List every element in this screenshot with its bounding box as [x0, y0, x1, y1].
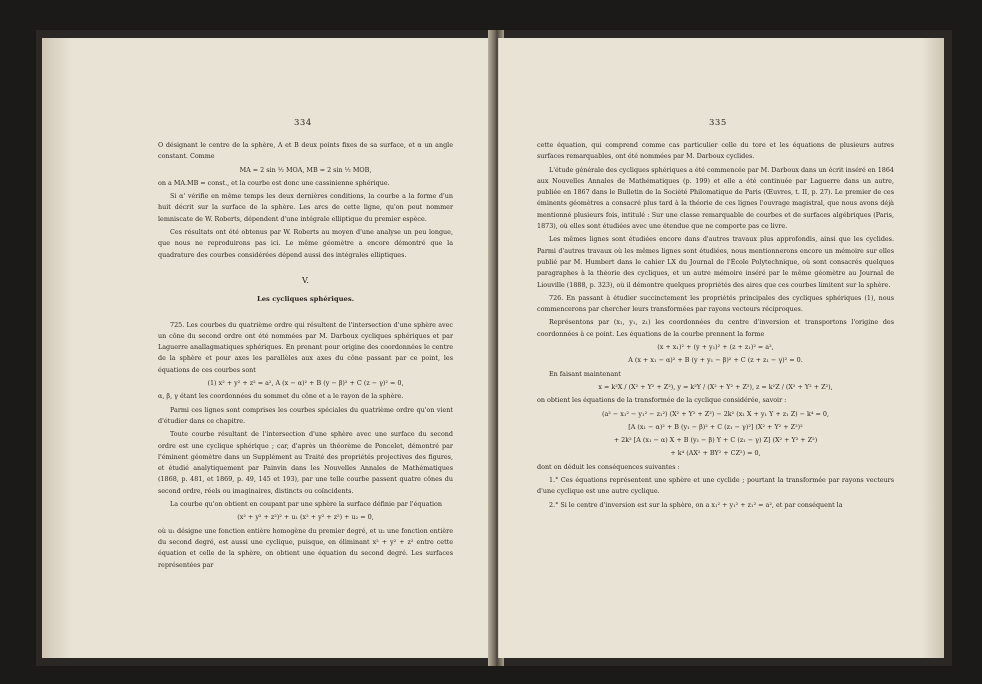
paragraph: Les mêmes lignes sont étudiées encore dans d'autres travaux plus approfondis, ainsi que les cyclides. Parmi d'autres travaux où les mêmes lignes sont étudiées, nous mentionnerons encore un mémoire sur elles publié par M. Humbert dans le cahier LX du Journal de l'École Polytechnique, où sont consacrés quelques paragraphes à la théorie des cycliques, et un autre mémoire inséré par le même géomètre au Journal de Liouville (1888, p. 323), où il démontre quelques propriétés des aires que ces courbes limitent sur la sphère.	[537, 235, 894, 289]
paragraph: cette équation, qui comprend comme cas particulier celle du tore et les équations de plusieurs autres surfaces remarquables, ont été nommées par M. Darboux cyclides.	[537, 141, 894, 161]
paragraph: dont on déduit les conséquences suivantes :	[537, 462, 680, 471]
formula: (1) x² + y² + z² = a², A (x − α)² + B (y − β)² + C (z − γ)² = 0,	[207, 379, 404, 388]
paragraph: 2.° Si le centre d'inversion est sur la sphère, on a x₁² + y₁² + z₁² = a², et par conséquent la	[549, 500, 843, 509]
paragraph: En faisant maintenant	[549, 369, 621, 378]
formula: x = k²X / (X² + Y² + Z²), y = k²Y / (X² + Y² + Z²), z = k²Z / (X² + Y² + Z²),	[598, 382, 833, 391]
formula: [A (x₁ − α)² + B (y₁ − β)² + C (z₁ − γ)²] (X² + Y² + Z²)²	[628, 422, 803, 431]
formula: A (x + x₁ − α)² + B (y + y₁ − β)² + C (z + z₁ − γ)² = 0.	[628, 356, 803, 365]
page-number: 335	[709, 118, 727, 128]
paragraph: Représentons par (x₁, y₁, z₁) les coordonnées du centre d'inversion et transportons l'origine des coordonnées à ce point. Les équations de la courbe prennent la forme	[537, 318, 894, 338]
paragraph: on a MA.MB = const., et la courbe est donc une cassinienne sphérique.	[158, 178, 390, 187]
paragraph: L'étude générale des cycliques sphériques a été commencée par M. Darboux dans un écrit inséré en 1864 aux Nouvelles Annales de Mathématiques (p. 199) et elle a été continuée par Laguerre dans un autre, publiée en 1867 dans le Bulletin de la Société Philomatique de Paris (Œuvres, t. II, p. 27). Le premier de ces éminents géomètres a consacré plus tard à la théorie de ces lignes l'ouvrage magistral, que nous avons déjà mentionné plusieurs fois, intitulé : Sur une classe remarquable de courbes et de surfaces algébriques (Paris, 1873), où elles sont étudiées avec une étendue que ne comporte pas ce livre.	[537, 165, 894, 231]
section-title: Les cycliques sphériques.	[256, 295, 355, 304]
paragraph: 726. En passant à étudier succinctement les propriétés principales des cycliques sphériques (1), nous commencerons par chercher leurs transformées par rayons vecteurs réciproques.	[537, 293, 894, 314]
paragraph: 725. Les courbes du quatrième ordre qui résultent de l'intersection d'une sphère avec un cône du second ordre ont été nommées par M. Darboux cycliques sphériques et par Laguerre anallagmatiques sphériques. En prenant pour origine des coordonnées le centre de la sphère et pour axes les parallèles aux axes du cône passant par ce point, les équations de ces courbes sont	[158, 320, 453, 374]
formula: + k⁴ (AX² + BY² + CZ²) = 0,	[670, 449, 761, 458]
paragraph: Parmi ces lignes sont comprises les courbes spéciales du quatrième ordre qu'on vient d'étudier dans ce chapitre.	[158, 405, 453, 425]
paragraph: La courbe qu'on obtient en coupant par une sphère la surface définie par l'équation	[170, 500, 443, 509]
left-page-text	[158, 140, 453, 571]
formula: + 2k² [A (x₁ − α) X + B (y₁ − β) Y + C (z₁ − γ) Z] (X² + Y² + Z²)	[613, 436, 818, 445]
formula: MA = 2 sin ½ MOA, MB = 2 sin ½ MOB,	[239, 165, 372, 174]
formula: (x² + y² + z²)² + u₁ (x² + y² + z²) + u₂ = 0,	[237, 513, 374, 522]
left-page	[42, 38, 494, 658]
paragraph: α, β, γ étant les coordonnées du sommet du cône et a le rayon de la sphère.	[158, 392, 404, 401]
paragraph: 1.° Ces équations représentent une sphère et une cyclide ; pourtant la transformée par rayons vecteurs d'une cyclique est une autre cyclique.	[537, 476, 894, 496]
book-spread	[36, 30, 952, 666]
right-page-text	[537, 140, 894, 511]
formula: (a² − x₁² − y₁² − z₁²) (X² + Y² + Z²) − 2k² (x₁ X + y₁ Y + z₁ Z) − k⁴ = 0,	[601, 409, 830, 418]
paragraph: O désignant le centre de la sphère, A et B deux points fixes de sa surface, et α un angle constant. Comme	[158, 141, 453, 161]
formula: (x + x₁)² + (y + y₁)² + (z + z₁)² = a²,	[657, 343, 774, 352]
paragraph: on obtient les équations de la transformée de la cyclique considérée, savoir :	[537, 396, 787, 405]
paragraph: Ces résultats ont été obtenus par W. Roberts au moyen d'une analyse un peu longue, que nous ne reproduirons pas ici. Le même géomètre a encore démontré que la quadrature des courbes considérées dépend aussi des intégrales elliptiques.	[158, 228, 453, 259]
page-number: 334	[294, 118, 312, 128]
paragraph: Si α' vérifie en même temps les deux dernières conditions, la courbe a la forme d'un huit décrit sur la surface de la sphère. Les arcs de cette ligne, qu'on peut nommer lemniscate de W. Roberts, dépendent d'une intégrale elliptique du premier espèce.	[158, 192, 453, 223]
right-page	[498, 38, 944, 658]
paragraph: où u₁ désigne une fonction entière homogène du premier degré, et u₂ une fonction entière du second degré, est aussi une cyclique, puisque, en éliminant x² + y² + z² entre cette équation et celle de la sphère, on obtient une équation du second degré. Les surfaces représentées par	[158, 526, 453, 569]
paragraph: Toute courbe résultant de l'intersection d'une sphère avec une surface du second ordre est une cyclique sphérique ; car, d'après un théorème de Poncelet, démontré par l'éminent géomètre dans un Supplément au Traité des propriétés projectives des figures, et étudié analytiquement par Painvin dans les Nouvelles Annales de Mathématiques (1868, p. 481, et 1869, p. 49, 145 et 193), par une telle courbe passent quatre cônes du second ordre, réels ou imaginaires, distincts ou coïncidents.	[158, 430, 453, 495]
section-number: V.	[302, 275, 309, 285]
